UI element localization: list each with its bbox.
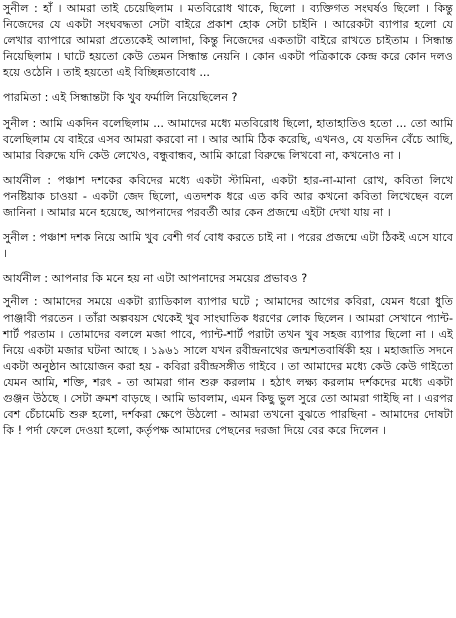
- paragraph-paramita-question: পারমিতা : এই সিন্ধান্তটা কি খুব ফর্মালি নিয়েছিলেন ?: [3, 91, 238, 105]
- paragraph-sunil-1: সুনীল : হাঁ । আমরা তাই চেয়েছিলাম । মতবিরোধ থাকে, ছিলো । ব্যক্তিগত সংঘর্ষও ছিলো । কিন্তু নিজেদের যে একটা সংঘবদ্ধতা সেটা বাইরে প্রকাশ হোক সেটা চাইনি । আরেকটা ব্যাপার হলো যে লেখার ব্যাপারে আমরা প্রত্যেকেই আলাদা, কিন্তু নিজেদের একতাটা বাইরে রাখতে চাইতাম । সিন্ধান্ত নিয়েছিলাম । ঘাটে হয়তো কেউ তেমন সিন্ধান্ত নেয়নি । কোন একটা পত্রিকাকে কেন্দ্র করে কোন দলও হয়ে ওঠেনি । তাই হয়তো এই বিচ্ছিন্নতাবোধ ...: [3, 2, 453, 80]
- paragraph-gap: [3, 262, 453, 271]
- paragraph-gap: [3, 164, 453, 173]
- paragraph-aryanil-question: আর্যনীল : আপনার কি মনে হয় না এটা আপনাদের সময়ের প্রভাবও ?: [3, 272, 308, 286]
- paragraph-sunil-3: সুনীল : পঞ্চাশ দশক নিয়ে আমি খুব বেশী গর্ব বোধ করতে চাই না । পরের প্রজন্মে এটা ঠিকই এসে যাবে ।: [3, 231, 453, 261]
- paragraph-gap: [3, 107, 453, 116]
- paragraph-sunil-2: সুনীল : আমি একদিন বলেছিলাম ... আমাদের মধ্যে মতবিরোধ ছিলো, হাতাহাতিও হতো ... তো আমি বলেছিলাম যে বাইরে এসব আমরা করবো না । আর আমি ঠিক করেছি, এখনও, যে যতদিন বেঁচে আছি, আমার বিরুদ্ধে যদি কেউ লেখেও, বন্ধুবান্ধব, আমি কারো বিরুদ্ধে লিখবো না, কখনোও না ।: [3, 116, 453, 162]
- paragraph-gap: [3, 287, 453, 294]
- paragraph-gap: [3, 221, 453, 230]
- paragraph-sunil-4: সুনীল : আমাদের সময়ে একটা র‍্যাডিকাল ব্যাপার ঘটে ; আমাদের আগের কবিরা, যেমন ধরো ধুতি পাঞ্জাবী পরতেন । তাঁরা অল্পবয়স থেকেই খুব সাংঘাতিক ধরণের লোক ছিলেন । আমরা সেখানে প্যান্ট-শার্ট পরতাম । তোমাদের বললে মজা পাবে, প্যান্ট-শার্ট পরাটা তখন খুব সহজ ব্যাপার ছিলো না । এই নিয়ে একটা মজার ঘটনা আছে । ১৯৬১ সালে যখন রবীন্দ্রনাথের জন্মশতবার্ষিকী হয় । মহাজাতি সদনে একটা অনুষ্ঠান আয়োজন করা হয় - কবিরা রবীন্দ্রসঙ্গীত গাইবে । তা আমাদের মধ্যে কেউ কেউ গাইতো যেমন আমি, শক্তি, শরৎ - তা আমরা গান শুরু করলাম । হঠাৎ লক্ষ্য করলাম দর্শকদের মধ্যে একটা গুঞ্জন উঠছে । সেটা ক্রমশ বাড়ছে । আমি ভাবলাম, এমন কিছু ভুল সুরে তো আমরা গাইছি না । এরপর বেশ চেঁচামেচি শুরু হলো, দর্শকরা ক্ষেপে উঠলো - আমরা তখনো বুঝতে পারছিনা - আমাদের দোষটা কি ! পর্দা ফেলে দেওয়া হলো, কর্তৃপক্ষ আমাদের পেছনের দরজা দিয়ে বের করে দিলেন ।: [3, 295, 453, 438]
- paragraph-gap: [3, 81, 453, 90]
- paragraph-aryanil-1: আর্যনীল : পঞ্চাশ দশকের কবিদের মধ্যে একটা স্টামিনা, একটা হার-না-মানা রোখ, কবিতা লিখে পনষ্টিয়াক চাওয়া - একটা জেদ ছিলো, এতদশক ধরে এত কবি আর কখনো কবিতা লিখেছেন বলে জানিনা । আমার মনে হয়েছে, আপনাদের পরবর্তী আর কেন প্রজন্মে এইটা দেখা যায় না ।: [3, 173, 453, 220]
